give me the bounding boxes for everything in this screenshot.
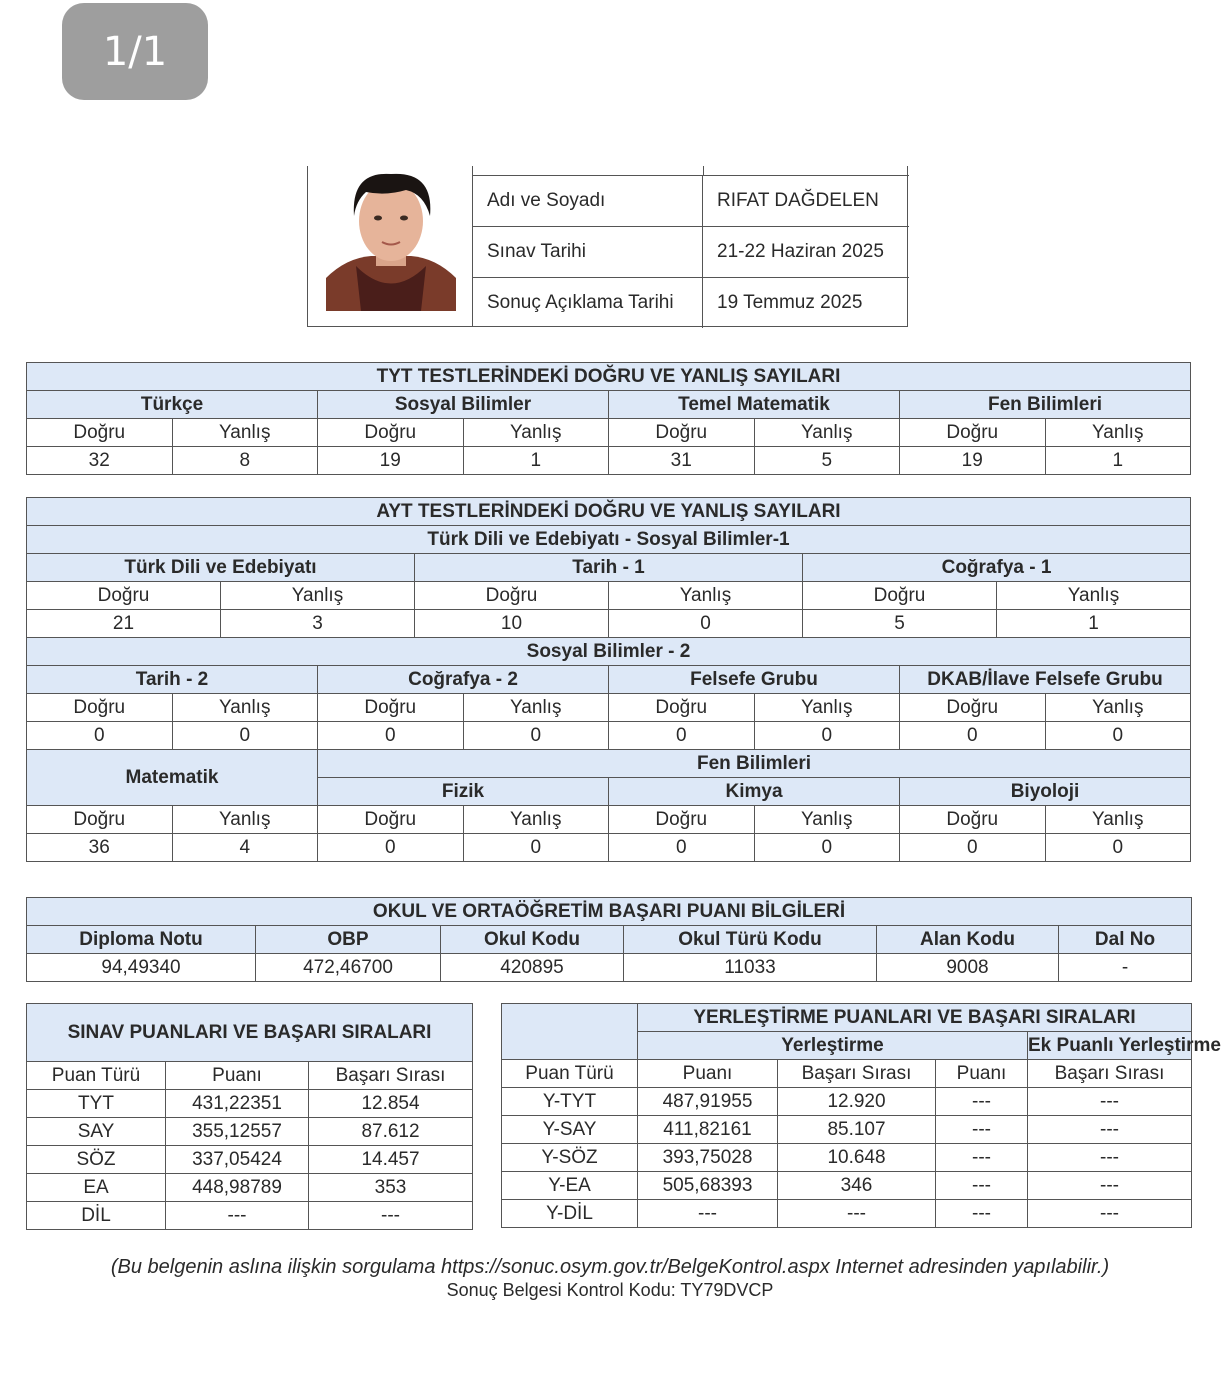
yanlis-header: Yanlış	[1045, 694, 1191, 722]
okul-header: Alan Kodu	[877, 926, 1059, 954]
dogru-header: Doğru	[900, 694, 1046, 722]
yanlis-header: Yanlış	[754, 419, 900, 447]
dogru-value: 36	[27, 834, 173, 862]
dogru-header: Doğru	[803, 582, 997, 610]
dogru-value: 21	[27, 610, 221, 638]
candidate-info	[472, 166, 909, 326]
yerlestirme-sub1: Yerleştirme	[638, 1032, 1028, 1060]
okul-header: Okul Kodu	[441, 926, 624, 954]
yer-header: Puanı	[936, 1060, 1028, 1088]
yanlis-header: Yanlış	[754, 694, 900, 722]
puan-turu: Y-SÖZ	[502, 1144, 638, 1172]
okul-title: OKUL VE ORTAÖĞRETİM BAŞARI PUANI BİLGİLERİ	[27, 898, 1192, 926]
dogru-header: Doğru	[27, 806, 173, 834]
dogru-header: Doğru	[609, 694, 755, 722]
ek-puan: ---	[936, 1172, 1028, 1200]
dogru-value: 0	[318, 722, 464, 750]
sinav-header: Başarı Sırası	[309, 1062, 473, 1090]
dogru-value: 0	[318, 834, 464, 862]
ek-basari-sirasi: ---	[1028, 1088, 1192, 1116]
table-row	[502, 1172, 1192, 1200]
table-row	[27, 1202, 473, 1230]
yanlis-value: 3	[221, 610, 415, 638]
yanlis-header: Yanlış	[221, 582, 415, 610]
yer-header: Başarı Sırası	[778, 1060, 936, 1088]
basari-sirasi: ---	[778, 1200, 936, 1228]
yanlis-header: Yanlış	[463, 419, 609, 447]
yer-header: Başarı Sırası	[1028, 1060, 1192, 1088]
ek-puan: ---	[936, 1200, 1028, 1228]
okul-header: Dal No	[1059, 926, 1192, 954]
puan-turu: SÖZ	[27, 1146, 166, 1174]
puan-turu: Y-TYT	[502, 1088, 638, 1116]
control-code: Sonuç Belgesi Kontrol Kodu: TY79DVCP	[446, 1280, 774, 1300]
yer-header: Puan Türü	[502, 1060, 638, 1088]
dogru-value: 31	[609, 447, 755, 475]
dogru-header: Doğru	[415, 582, 609, 610]
candidate-photo	[326, 166, 456, 311]
yerlestirme-title: YERLEŞTİRME PUANLARI VE BAŞARI SIRALARI	[638, 1004, 1192, 1032]
yanlis-value: 0	[754, 722, 900, 750]
okul-value: 420895	[441, 954, 624, 982]
puan-turu: Y-EA	[502, 1172, 638, 1200]
yanlis-value: 0	[463, 834, 609, 862]
matematik-header: Matematik	[27, 750, 318, 806]
exam-date-row	[473, 227, 909, 278]
subject-name: Felsefe Grubu	[609, 666, 900, 694]
sinav-title: SINAV PUANLARI VE BAŞARI SIRALARI	[27, 1004, 473, 1062]
yanlis-header: Yanlış	[463, 806, 609, 834]
subject-name: DKAB/İlave Felsefe Grubu	[900, 666, 1191, 694]
yanlis-header: Yanlış	[1045, 806, 1191, 834]
ayt-group1-title: Türk Dili ve Edebiyatı - Sosyal Bilimler-1	[27, 526, 1191, 554]
name-row	[473, 176, 909, 227]
dogru-value: 0	[27, 722, 173, 750]
puan: 337,05424	[166, 1146, 309, 1174]
yanlis-header: Yanlış	[172, 806, 318, 834]
subject-name: Fizik	[318, 778, 609, 806]
yanlis-value: 0	[463, 722, 609, 750]
yanlis-value: 0	[172, 722, 318, 750]
okul-header: Diploma Notu	[27, 926, 256, 954]
dogru-header: Doğru	[27, 582, 221, 610]
sinav-header: Puan Türü	[27, 1062, 166, 1090]
table-row	[502, 1088, 1192, 1116]
puan-turu: Y-SAY	[502, 1116, 638, 1144]
okul-value: -	[1059, 954, 1192, 982]
yer-header: Puanı	[638, 1060, 778, 1088]
yanlis-value: 0	[1045, 834, 1191, 862]
dogru-header: Doğru	[318, 806, 464, 834]
dogru-header: Doğru	[900, 806, 1046, 834]
ayt-table	[26, 497, 1191, 862]
subject-name: Tarih - 1	[415, 554, 803, 582]
puan: 355,12557	[166, 1118, 309, 1146]
subject-name: Biyoloji	[900, 778, 1191, 806]
subject-name: Fen Bilimleri	[900, 391, 1191, 419]
basari-sirasi: 10.648	[778, 1144, 936, 1172]
dogru-value: 0	[900, 834, 1046, 862]
name-label: Adı ve Soyadı	[473, 176, 703, 226]
candidate-header	[307, 166, 908, 327]
puan-turu: Y-DİL	[502, 1200, 638, 1228]
ayt-title: AYT TESTLERİNDEKİ DOĞRU VE YANLIŞ SAYILARI	[27, 498, 1191, 526]
yerlestirme-corner	[502, 1004, 638, 1060]
subject-name: Türk Dili ve Edebiyatı	[27, 554, 415, 582]
dogru-value: 32	[27, 447, 173, 475]
puan: ---	[166, 1202, 309, 1230]
result-date-value: 19 Temmuz 2025	[717, 292, 863, 313]
ek-basari-sirasi: ---	[1028, 1200, 1192, 1228]
basari-sirasi: 85.107	[778, 1116, 936, 1144]
dogru-header: Doğru	[609, 806, 755, 834]
table-row	[27, 1146, 473, 1174]
dogru-header: Doğru	[318, 694, 464, 722]
yanlis-value: 4	[172, 834, 318, 862]
exam-date-label: Sınav Tarihi	[473, 227, 703, 277]
table-row	[27, 1118, 473, 1146]
yerlestirme-sub2: Ek Puanlı Yerleştirme	[1028, 1032, 1192, 1060]
dogru-value: 0	[609, 834, 755, 862]
yanlis-value: 1	[1045, 447, 1191, 475]
puan: 393,75028	[638, 1144, 778, 1172]
yanlis-value: 1	[463, 447, 609, 475]
dogru-header: Doğru	[609, 419, 755, 447]
yanlis-value: 8	[172, 447, 318, 475]
basari-sirasi: 14.457	[309, 1146, 473, 1174]
yanlis-header: Yanlış	[1045, 419, 1191, 447]
subject-name: Tarih - 2	[27, 666, 318, 694]
yanlis-header: Yanlış	[172, 694, 318, 722]
page-indicator[interactable]: 1/1	[62, 3, 208, 100]
basari-sirasi: 87.612	[309, 1118, 473, 1146]
tyt-table	[26, 362, 1191, 475]
dogru-value: 19	[318, 447, 464, 475]
ek-puan: ---	[936, 1088, 1028, 1116]
verification-note: (Bu belgenin aslına ilişkin sorgulama https://sonuc.osym.gov.tr/BelgeKontrol.aspx Internet adresinden yapılabilir.)	[110, 1256, 1110, 1278]
okul-header: OBP	[256, 926, 441, 954]
yanlis-header: Yanlış	[997, 582, 1191, 610]
subject-name: Türkçe	[27, 391, 318, 419]
yanlis-value: 0	[609, 610, 803, 638]
puan-turu: TYT	[27, 1090, 166, 1118]
subject-name: Coğrafya - 1	[803, 554, 1191, 582]
ek-puan: ---	[936, 1144, 1028, 1172]
result-date-label: Sonuç Açıklama Tarihi	[473, 278, 703, 328]
yanlis-value: 0	[1045, 722, 1191, 750]
okul-value: 472,46700	[256, 954, 441, 982]
puan: 411,82161	[638, 1116, 778, 1144]
subject-name: Temel Matematik	[609, 391, 900, 419]
dogru-header: Doğru	[318, 419, 464, 447]
okul-value: 94,49340	[27, 954, 256, 982]
okul-value: 11033	[624, 954, 877, 982]
subject-name: Sosyal Bilimler	[318, 391, 609, 419]
table-row	[502, 1144, 1192, 1172]
yanlis-header: Yanlış	[754, 806, 900, 834]
dogru-value: 0	[900, 722, 1046, 750]
dogru-value: 19	[900, 447, 1046, 475]
basari-sirasi: 12.854	[309, 1090, 473, 1118]
dogru-header: Doğru	[27, 419, 173, 447]
dogru-value: 10	[415, 610, 609, 638]
subject-name: Coğrafya - 2	[318, 666, 609, 694]
dogru-value: 5	[803, 610, 997, 638]
dogru-header: Doğru	[900, 419, 1046, 447]
name-value: RIFAT DAĞDELEN	[717, 190, 879, 211]
result-date-row	[473, 278, 909, 328]
table-row	[27, 1090, 473, 1118]
yanlis-header: Yanlış	[172, 419, 318, 447]
sinav-header: Puanı	[166, 1062, 309, 1090]
ek-basari-sirasi: ---	[1028, 1144, 1192, 1172]
table-row	[27, 1174, 473, 1202]
basari-sirasi: 353	[309, 1174, 473, 1202]
subject-name: Kimya	[609, 778, 900, 806]
table-row	[502, 1200, 1192, 1228]
puan: ---	[638, 1200, 778, 1228]
okul-header: Okul Türü Kodu	[624, 926, 877, 954]
puan: 431,22351	[166, 1090, 309, 1118]
dogru-value: 0	[609, 722, 755, 750]
puan: 448,98789	[166, 1174, 309, 1202]
exam-date-value: 21-22 Haziran 2025	[717, 241, 884, 262]
yanlis-header: Yanlış	[463, 694, 609, 722]
puan-turu: SAY	[27, 1118, 166, 1146]
tyt-title: TYT TESTLERİNDEKİ DOĞRU VE YANLIŞ SAYILARI	[27, 363, 1191, 391]
puan-turu: EA	[27, 1174, 166, 1202]
puan: 487,91955	[638, 1088, 778, 1116]
okul-table	[26, 897, 1192, 982]
sinav-table	[26, 1003, 473, 1230]
yanlis-value: 0	[754, 834, 900, 862]
dogru-header: Doğru	[27, 694, 173, 722]
fen-title: Fen Bilimleri	[318, 750, 1191, 778]
ayt-group2-title: Sosyal Bilimler - 2	[27, 638, 1191, 666]
ek-puan: ---	[936, 1116, 1028, 1144]
yanlis-value: 1	[997, 610, 1191, 638]
table-row	[502, 1116, 1192, 1144]
basari-sirasi: 12.920	[778, 1088, 936, 1116]
yerlestirme-table	[501, 1003, 1221, 1228]
puan-turu: DİL	[27, 1202, 166, 1230]
okul-value: 9008	[877, 954, 1059, 982]
yanlis-header: Yanlış	[609, 582, 803, 610]
yanlis-value: 5	[754, 447, 900, 475]
basari-sirasi: ---	[309, 1202, 473, 1230]
ek-basari-sirasi: ---	[1028, 1116, 1192, 1144]
basari-sirasi: 346	[778, 1172, 936, 1200]
puan: 505,68393	[638, 1172, 778, 1200]
ek-basari-sirasi: ---	[1028, 1172, 1192, 1200]
